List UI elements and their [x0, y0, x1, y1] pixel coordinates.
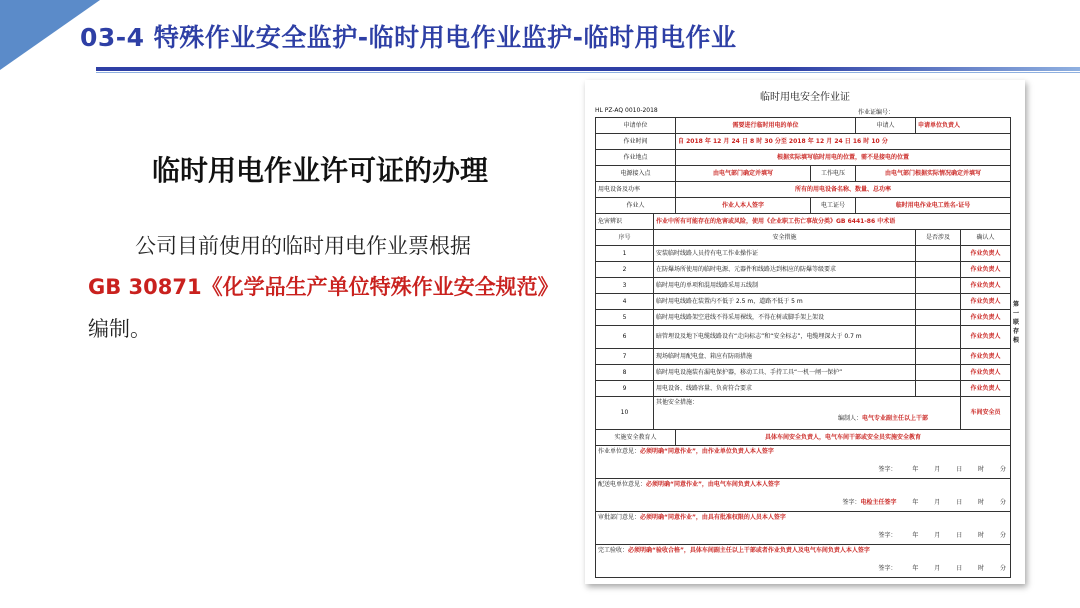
other-compiler-value: 电气专业副主任以上干部 [862, 415, 929, 422]
measure-confirm [916, 294, 961, 310]
approval-block [596, 545, 1011, 578]
measure-confirm [916, 349, 961, 365]
measure-text: 临时用电线路在装置内不低于 2.5 m，道路不低于 5 m [654, 294, 916, 310]
measure-text: 用电设备、线路容量、负荷符合要求 [654, 381, 916, 397]
other-measures-label: 其他安全措施： [656, 399, 699, 406]
equipment-label: 用电设备及功率 [596, 182, 676, 198]
applicant-label: 申请人 [856, 118, 916, 134]
table-row [596, 446, 1011, 479]
approval-value: 必须明确“同意作业”，由电气车间负责人本人签字 [646, 481, 780, 488]
table-row [596, 397, 1011, 430]
table-row [596, 365, 1011, 381]
approval-sign-value: 电检主任签字 [860, 499, 897, 506]
table-row [596, 326, 1011, 349]
table-row [596, 278, 1011, 294]
approval-sign-label: 签字： [842, 499, 861, 506]
measure-text: 临时用电设施装有漏电保护器，移动工具、手持工具“一机一闸一保护” [654, 365, 916, 381]
hazard-label: 危害辨识 [596, 214, 654, 230]
body-text-line-3: 编制。 [88, 317, 151, 341]
approval-label: 完工验收： [598, 547, 629, 554]
header-divider [96, 67, 1080, 71]
approval-sign-label: 签字： [878, 532, 897, 539]
approval-block [596, 446, 1011, 479]
measure-no: 4 [596, 294, 654, 310]
educator-value: 具体车间安全负责人，电气车间干部或安全员实施安全教育 [676, 430, 1011, 446]
table-row [596, 230, 1011, 246]
other-confirmer: 车间安全员 [961, 397, 1011, 430]
applicant-value: 申请单位负责人 [916, 118, 1011, 134]
measure-confirmer: 作业负责人 [961, 365, 1011, 381]
measure-text: 安装临时线路人员持有电工作业操作证 [654, 246, 916, 262]
electrician-value: 临时用电作业电工姓名-证号 [856, 198, 1011, 214]
measure-confirmer: 作业负责人 [961, 381, 1011, 397]
equipment-value: 所有的用电设备名称、数量、总功率 [676, 182, 1011, 198]
section-subtitle: 临时用电作业许可证的办理 [152, 154, 489, 187]
electrician-label: 电工证号 [811, 198, 856, 214]
measure-confirm [916, 278, 961, 294]
worker-value: 作业人本人签字 [676, 198, 811, 214]
measure-text: 临时用电线路架空进线不得采用裸线，不得在树或脚手架上架设 [654, 310, 916, 326]
table-row [596, 310, 1011, 326]
slide-title: 03-4 特殊作业安全监护-临时用电作业监护-临时用电作业 [80, 23, 737, 52]
table-row [596, 294, 1011, 310]
measure-confirm [916, 381, 961, 397]
table-row [596, 545, 1011, 578]
voltage-value: 由电气部门根据实际情况确定并填写 [856, 166, 1011, 182]
approval-label: 配送电单位意见： [598, 481, 647, 488]
measure-no: 5 [596, 310, 654, 326]
access-point-value: 由电气部门确定并填写 [676, 166, 811, 182]
measures-confirm-header: 是否涉及 [916, 230, 961, 246]
measures-header: 安全措施 [654, 230, 916, 246]
measure-confirm [916, 262, 961, 278]
measure-no: 9 [596, 381, 654, 397]
table-row [596, 479, 1011, 512]
measure-no: 1 [596, 246, 654, 262]
approval-value: 必须明确“验收合格”，具体车间副主任以上干部或者作业负责人及电气车间负责人本人签字 [628, 547, 870, 554]
measure-no: 8 [596, 365, 654, 381]
measures-no-header: 序号 [596, 230, 654, 246]
measures-confirmer-header: 确认人 [961, 230, 1011, 246]
table-row [596, 246, 1011, 262]
measure-text: 在防爆场所使用的临时电源、元器件和线路达到相应的防爆等级要求 [654, 262, 916, 278]
table-row [596, 182, 1011, 198]
approval-block [596, 512, 1011, 545]
table-row [596, 262, 1011, 278]
measure-no: 2 [596, 262, 654, 278]
table-row [596, 198, 1011, 214]
body-text-line-1: 公司目前使用的临时用电作业票根据 [135, 234, 471, 258]
doc-cert-no-label: 作业证编号： [858, 109, 895, 116]
location-value: 根据实际填写临时用电的位置，需不是接电的位置 [676, 150, 1011, 166]
time-value: 自 2018 年 12 月 24 日 8 时 30 分至 2018 年 12 月 24 日 16 时 10 分 [676, 134, 1011, 150]
approval-date: 年 月 日 时 分 [912, 565, 1007, 572]
table-row [596, 118, 1011, 134]
doc-code: HL PZ-AQ 0010-2018 [595, 107, 658, 114]
measure-confirm [916, 310, 961, 326]
table-row [596, 166, 1011, 182]
approval-value: 必须明确“同意作业”，由作业单位负责人本人签字 [640, 448, 774, 455]
approval-value: 必须明确“同意作业”，由具有批准权限的人员本人签字 [640, 514, 786, 521]
table-row [596, 134, 1011, 150]
measure-confirmer: 作业负责人 [961, 326, 1011, 349]
measure-confirmer: 作业负责人 [961, 262, 1011, 278]
approval-sign-label: 签字： [878, 565, 897, 572]
measure-confirm [916, 246, 961, 262]
table-row [596, 214, 1011, 230]
approval-date: 年 月 日 时 分 [912, 499, 1007, 506]
table-row [596, 381, 1011, 397]
approval-label: 作业单位意见： [598, 448, 641, 455]
measure-confirmer: 作业负责人 [961, 294, 1011, 310]
measure-text: 现场临时用配电盘、箱应有防雨措施 [654, 349, 916, 365]
educator-label: 实施安全教育人 [596, 430, 676, 446]
measure-no: 6 [596, 326, 654, 349]
slide-header [0, 0, 1080, 70]
voltage-label: 工作电压 [811, 166, 856, 182]
table-row [596, 349, 1011, 365]
measure-confirmer: 作业负责人 [961, 349, 1011, 365]
approval-label: 审批部门意见： [598, 514, 641, 521]
location-label: 作业地点 [596, 150, 676, 166]
worker-label: 作业人 [596, 198, 676, 214]
permit-table [595, 117, 1011, 578]
other-compiler-label: 编制人： [837, 415, 862, 422]
approval-date: 年 月 日 时 分 [912, 466, 1007, 473]
header-divider-thin [96, 72, 1080, 73]
doc-title: 临时用电安全作业证 [760, 92, 850, 103]
measure-text: 暗管埋设及地下电缆线路设有“走向标志”和“安全标志”，电缆埋深大于 0.7 m [654, 326, 916, 349]
measure-no: 10 [596, 397, 654, 430]
approval-sign-label: 签字： [878, 466, 897, 473]
time-label: 作业时间 [596, 134, 676, 150]
applicant-unit-label: 申请单位 [596, 118, 676, 134]
access-point-label: 电源接入点 [596, 166, 676, 182]
body-text-standard: GB 30871《化学品生产单位特殊作业安全规范》 [88, 275, 559, 299]
hazard-value: 作业中所有可能存在的危害或风险，使用《企业职工伤亡事故分类》GB 6441-86 中术语 [654, 214, 1011, 230]
measure-confirmer: 作业负责人 [961, 278, 1011, 294]
table-row [596, 512, 1011, 545]
side-note-copy-label: 第一联 存根 [1013, 301, 1020, 344]
applicant-unit-value: 需要进行临时用电的单位 [676, 118, 856, 134]
table-row [596, 150, 1011, 166]
measure-confirm [916, 326, 961, 349]
measure-confirmer: 作业负责人 [961, 246, 1011, 262]
permit-document-image [585, 80, 1025, 584]
approval-block [596, 479, 1011, 512]
other-measures [654, 397, 961, 430]
measure-confirm [916, 365, 961, 381]
measure-no: 7 [596, 349, 654, 365]
approval-date: 年 月 日 时 分 [912, 532, 1007, 539]
measure-no: 3 [596, 278, 654, 294]
measure-text: 临时用电的单项和混用线路采用五线制 [654, 278, 916, 294]
table-row [596, 430, 1011, 446]
measure-confirmer: 作业负责人 [961, 310, 1011, 326]
